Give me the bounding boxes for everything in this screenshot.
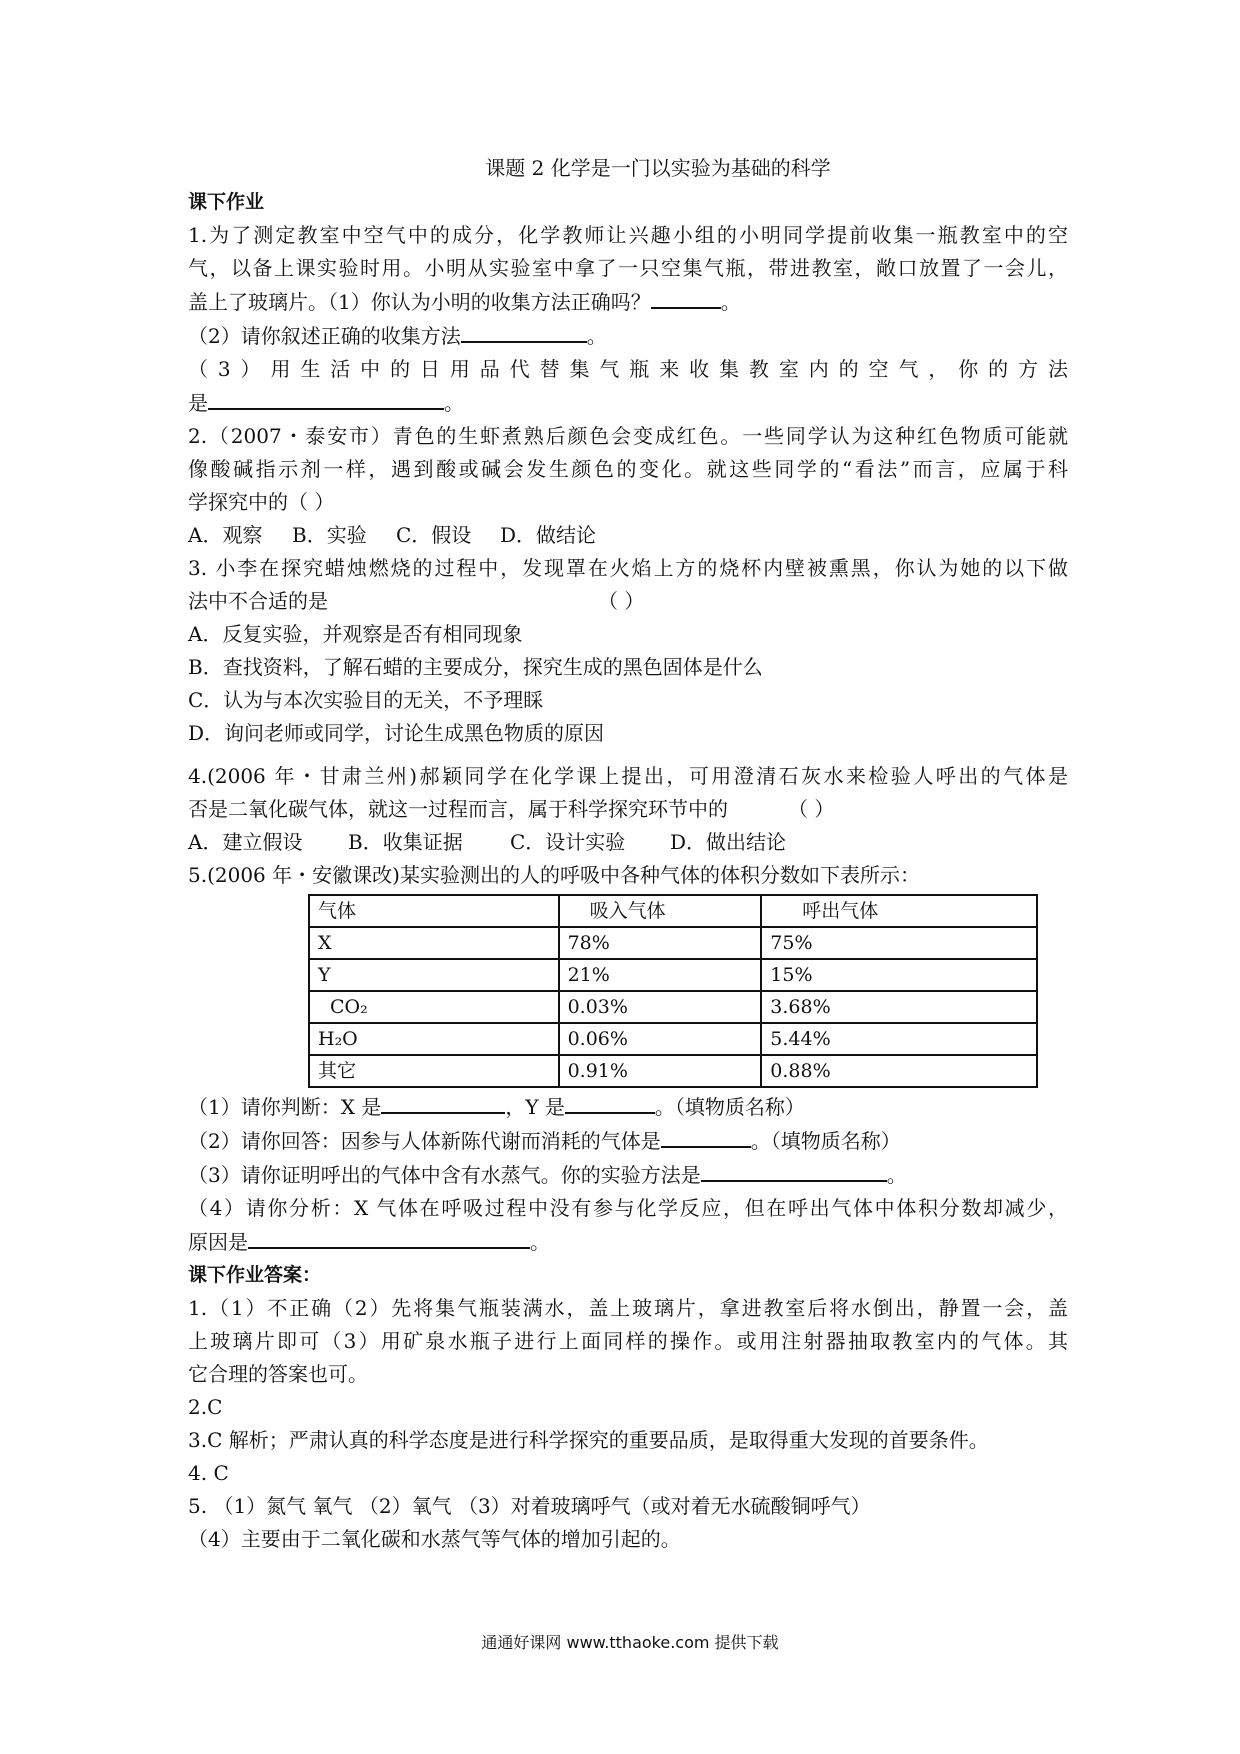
table-cell: 75% [761, 927, 1037, 959]
table-row [309, 959, 1037, 991]
q1-sub2 [188, 319, 1068, 353]
q1-sub2-text: （2）请你叙述正确的收集方法 [188, 324, 461, 348]
q1-sub2-end: 。 [586, 324, 607, 348]
q1-sub1-end: 。 [720, 290, 741, 314]
table-cell: 15% [761, 959, 1037, 991]
q5-sub4-line2 [188, 1225, 1068, 1259]
table-cell: 0.88% [761, 1055, 1037, 1087]
q5-sub3-end: 。 [886, 1163, 907, 1187]
q1-sub3-line1: （3）用生活中的日用品代替集气瓶来收集教室内的空气，你的方法 [188, 357, 1068, 381]
q3-line2 [188, 585, 1068, 618]
q4-option-a[interactable]: A．建立假设 [188, 830, 303, 854]
q5-sub3-text: （3）请你证明呼出的气体中含有水蒸气。你的实验方法是 [188, 1163, 701, 1187]
q5-sub1-text: （1）请你判断：X 是 [188, 1095, 382, 1119]
table-cell: X [309, 927, 559, 959]
q1-sub3-line2 [188, 386, 1068, 420]
question-1 [188, 219, 1068, 420]
q1-sub3-end: 。 [444, 391, 464, 415]
q3-option-b[interactable]: B．查找资料，了解石蜡的主要成分，探究生成的黑色固体是什么 [188, 655, 763, 679]
q3-option-a[interactable]: A．反复实验，并观察是否有相同现象 [188, 622, 523, 646]
question-3 [188, 552, 1068, 750]
answer-4: 4. C [188, 1461, 229, 1485]
table-cell: 其它 [309, 1055, 559, 1087]
q2-option-a[interactable]: A．观察 [188, 523, 263, 547]
document-content [188, 150, 1068, 1556]
table-cell: Y [309, 959, 559, 991]
answer-2: 2.C [188, 1395, 223, 1419]
table-cell: 0.06% [559, 1023, 762, 1055]
q5-sub4-blank[interactable] [248, 1225, 530, 1249]
q1-sub3-blank[interactable] [208, 386, 444, 410]
answer-1-line1: 1.（1）不正确（2）先将集气瓶装满水，盖上玻璃片，拿进教室后将水倒出，静置一会，盖 [188, 1296, 1068, 1320]
q4-options [188, 826, 1068, 859]
q5-sub2-blank[interactable] [661, 1124, 751, 1148]
q5-line1: 5.(2006 年・安徽课改)某实验测出的人的呼吸中各种气体的体积分数如下表所示： [188, 863, 920, 887]
q3-option-d[interactable]: D．询问老师或同学，讨论生成黑色物质的原因 [188, 721, 605, 745]
q5-sub1 [188, 1090, 1068, 1124]
q3-line2-text: 法中不合适的是 [188, 589, 328, 613]
table-row [309, 927, 1037, 959]
q5-sub3 [188, 1158, 1068, 1192]
question-5 [188, 859, 1068, 1259]
page-footer: 通通好课网 www.tthaoke.com 提供下载 [481, 1633, 779, 1652]
q2-option-d[interactable]: D．做结论 [500, 523, 597, 547]
q2-option-b[interactable]: B．实验 [292, 523, 367, 547]
table-header-cell: 气体 [309, 895, 559, 927]
q3-option-c[interactable]: C．认为与本次实验目的无关，不予理睬 [188, 688, 544, 712]
table-cell: 5.44% [761, 1023, 1037, 1055]
q3-bracket: （ ） [598, 589, 645, 613]
answer-1-line3: 它合理的答案也可。 [188, 1362, 368, 1386]
q1-line1: 1.为了测定教室中空气中的成分，化学教师让兴趣小组的小明同学提前收集一瓶教室中的空 [188, 223, 1068, 247]
table-cell: 0.91% [559, 1055, 762, 1087]
q2-options [188, 519, 1068, 552]
answer-5-line1: 5. （1）氮气 氧气 （2）氧气 （3）对着玻璃呼气（或对着无水硫酸铜呼气） [188, 1494, 871, 1518]
answer-3: 3.C 解析；严肃认真的科学态度是进行科学探究的重要品质，是取得重大发现的首要条件。 [188, 1428, 989, 1452]
q3-line1: 3. 小李在探究蜡烛燃烧的过程中，发现罩在火焰上方的烧杯内壁被熏黑，你认为她的以下做 [188, 556, 1068, 580]
q5-sub2-text: （2）请你回答：因参与人体新陈代谢而消耗的气体是 [188, 1129, 661, 1153]
q5-sub4-end: 。 [530, 1230, 550, 1254]
answers-section [188, 1292, 1068, 1556]
table-cell: 78% [559, 927, 762, 959]
q2-option-c[interactable]: C．假设 [396, 523, 472, 547]
table-row [309, 1023, 1037, 1055]
q5-sub1-blank-y[interactable] [565, 1090, 655, 1114]
q5-sub2 [188, 1124, 1068, 1158]
q1-sub1-text: 盖上了玻璃片。（1）你认为小明的收集方法正确吗？ [188, 290, 651, 314]
q5-sub1-blank-x[interactable] [381, 1090, 505, 1114]
table-header-row [309, 895, 1037, 927]
gas-table [308, 894, 1038, 1088]
q5-sub1-end: 。（填物质名称） [654, 1095, 805, 1119]
answer-5-line2: （4）主要由于二氧化碳和水蒸气等气体的增加引起的。 [188, 1527, 681, 1551]
table-cell: H₂O [309, 1023, 559, 1055]
question-4 [188, 760, 1068, 859]
q1-sub3-text: 是 [188, 391, 208, 415]
answer-1-line2: 上玻璃片即可（3）用矿泉水瓶子进行上面同样的操作。或用注射器抽取教室内的气体。其 [188, 1329, 1068, 1353]
q1-line3 [188, 285, 1068, 319]
table-cell: 0.03% [559, 991, 762, 1023]
q5-sub4-text: 原因是 [188, 1230, 248, 1254]
table-header-cell: 吸入气体 [559, 895, 762, 927]
q4-option-c[interactable]: C．设计实验 [510, 830, 626, 854]
q2-line2: 像酸碱指示剂一样，遇到酸或碱会发生颜色的变化。就这些同学的“看法”而言，应属于科 [188, 457, 1068, 481]
question-2 [188, 420, 1068, 552]
page-title: 课题 2 化学是一门以实验为基础的科学 [485, 156, 831, 180]
table-cell: 21% [559, 959, 762, 991]
q5-sub2-end: 。（填物质名称） [750, 1129, 901, 1153]
table-cell: CO₂ [309, 991, 559, 1023]
table-row [309, 1055, 1037, 1087]
q1-sub2-blank[interactable] [461, 319, 587, 343]
q4-line2-text: 否是二氧化碳气体，就这一过程而言，属于科学探究环节中的 [188, 797, 728, 821]
table-header-cell: 呼出气体 [761, 895, 1037, 927]
q5-sub1-text2: ，Y 是 [505, 1095, 565, 1119]
q1-line2: 气，以备上课实验时用。小明从实验室中拿了一只空集气瓶，带进教室，敞口放置了一会儿， [188, 256, 1068, 280]
q4-option-b[interactable]: B．收集证据 [348, 830, 463, 854]
q4-line2 [188, 793, 1068, 826]
table-row [309, 991, 1037, 1023]
q1-sub1-blank[interactable] [651, 285, 721, 309]
q2-line1: 2.（2007・泰安市）青色的生虾煮熟后颜色会变成红色。一些同学认为这种红色物质可能就 [188, 424, 1068, 448]
q5-sub3-blank[interactable] [701, 1158, 887, 1182]
q4-line1: 4.(2006 年・甘肃兰州)郝颖同学在化学课上提出，可用澄清石灰水来检验人呼出的气体是 [188, 764, 1068, 788]
answers-heading: 课下作业答案： [188, 1264, 322, 1286]
table-cell: 3.68% [761, 991, 1037, 1023]
q4-bracket: （ ） [788, 797, 835, 821]
spacer [188, 750, 1068, 760]
q4-option-d[interactable]: D．做出结论 [670, 830, 787, 854]
homework-heading: 课下作业 [188, 191, 265, 213]
q2-line3: 学探究中的（ ） [188, 490, 335, 514]
q5-sub4-line1: （4）请你分析：X 气体在呼吸过程中没有参与化学反应，但在呼出气体中体积分数却减少， [188, 1196, 1068, 1220]
